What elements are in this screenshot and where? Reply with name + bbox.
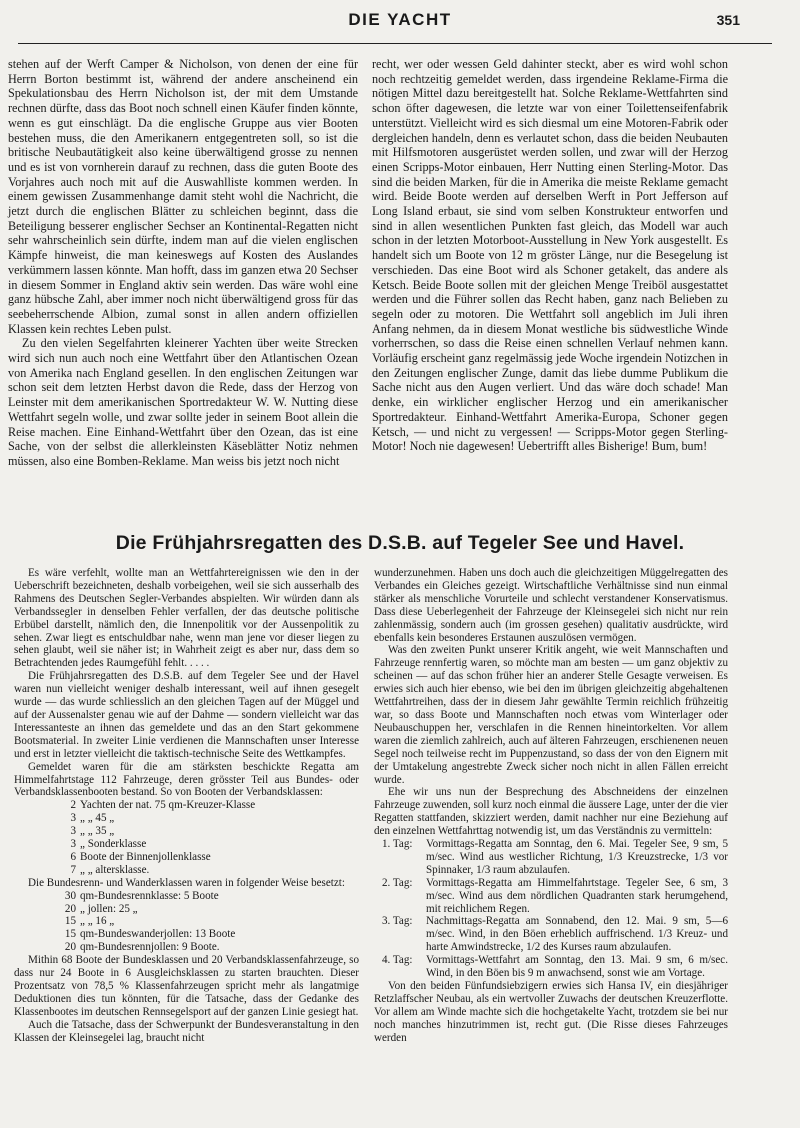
article-paragraph: Die Bundesrenn- und Wanderklassen waren in folgender Weise besetzt: [28, 876, 345, 889]
class-count: 3 [70, 812, 76, 825]
article-left-column [14, 567, 359, 1045]
class-label: „ jollen: 25 „ [80, 902, 138, 915]
regatta-day-label: 4. Tag: [382, 954, 413, 967]
regatta-day-text: Vormittags-Wettfahrt am Sonntag, den 13. Mai. 9 sm, 6 m/sec. Wind, in den Böen bis 9 m anwachsend, sonst wie am Vortage. [426, 954, 728, 980]
regatta-day-label: 1. Tag: [382, 838, 413, 851]
running-head [0, 10, 800, 38]
regatta-day-text: Nachmittags-Regatta am Sonnabend, den 12. Mai. 9 sm, 5—6 m/sec. Wind, in den Böen erheblich auffrischend. 1/3 Kreuz- und harte Amwindstrecke, 1/2 des Kurses raum abzulaufen. [426, 915, 728, 954]
class-entry [14, 812, 359, 825]
class-label: „ „ altersklasse. [80, 863, 150, 876]
top-left-paragraph: Zu den vielen Segelfahrten kleinerer Yachten über weite Strecken wird sich nun auch noch eine Wettfahrt über den Atlantischen Ozean von Amerika nach England gesellen. In den englischen Zeitungen war schon seit dem letzten Herbst davon die Rede, dass der Herzog von Leinster mit dem amerikanischen Sportredakteur W. W. Nutting diese Wettfahrt segeln wolle, und zwar sollte jeder in seinem Boot allein die Reise machen. Eine Einhand-Wettfahrt über den Ozean, das ist eine Sache, von der selbst die allerkleinsten Käseblätter Notiz nehmen müssen, also eine Bomben-Reklame. Man weiss bis jetzt noch nicht [8, 336, 358, 468]
verband-class-list [14, 799, 359, 876]
top-article-left-column [8, 57, 358, 469]
class-label: „ Sonderklasse [80, 838, 147, 851]
class-label: „ „ 45 „ [80, 812, 115, 825]
regatta-day-text: Vormittags-Regatta am Sonntag, den 6. Mai. Tegeler See, 9 sm, 5 m/sec. Wind aus westlicher Richtung, 1/3 Kreuzstrecke, 1/3 vor Spinnaker, 1/3 raum abzulaufen. [426, 838, 728, 876]
class-label: qm-Bundesrennjollen: 9 Boote. [80, 941, 220, 954]
top-article-right-column [372, 57, 728, 454]
page-number: 351 [716, 12, 740, 28]
class-label: „ „ 16 „ [80, 915, 115, 928]
class-count: 2 [70, 799, 76, 812]
class-label: Yachten der nat. 75 qm-Kreuzer-Klasse [80, 799, 256, 812]
regatta-day-list [374, 838, 728, 980]
regatta-day-entry [382, 877, 728, 916]
class-entry [14, 838, 359, 851]
article-paragraph: Mithin 68 Boote der Bundesklassen und 20 Verbandsklassenfahrzeuge, so dass nur 24 Boote in 6 Ausgleichsklassen zu starten brauchten. Dieser Prozentsatz von 78,5 % Klassenfahrzeugen spricht mehr als langatmige Deduktionen dies tun könnten, für die Tatsache, dass der Gedanke des Klassenbootes im deutschen Rennsegelsport auf der ganzen Linie gesiegt hat. [14, 954, 359, 1018]
class-entry [14, 890, 359, 903]
regatta-day-entry [382, 954, 728, 980]
class-label: Boote der Binnenjollenklasse [80, 850, 211, 863]
class-entry [14, 864, 359, 877]
class-count: 15 [64, 915, 76, 928]
article-paragraph: Von den beiden Fünfundsiebzigern erwies sich Hansa IV, ein diesjähriger Retzlaffscher Neubau, als ein wertvoller Zuwachs der deutschen Kreuzerflotte. Vor allem am Winde machte sich die hochgetakelte Yacht, trotzdem sie bei nur noch manches hinzutrimmen ist, recht gut. (Die Risse dieses Fahrzeuges werden [374, 980, 728, 1044]
regatta-day-label: 3. Tag: [382, 915, 413, 928]
class-label: qm-Bundeswanderjollen: 13 Boote [80, 928, 236, 941]
class-count: 20 [64, 941, 76, 954]
regatta-day-entry [382, 915, 728, 954]
class-count: 15 [64, 928, 76, 941]
article-paragraph: Gemeldet waren für die am stärksten beschickte Regatta am Himmelfahrtstage 112 Fahrzeuge, deren grösster Teil aus Bundes- oder Verbandsklassenbooten bestand. So von Booten der Verbandsklassen: [14, 760, 359, 799]
class-count: 30 [64, 889, 76, 902]
regatta-day-entry [382, 838, 728, 877]
class-label: „ „ 35 „ [80, 825, 115, 838]
class-count: 3 [70, 838, 76, 851]
article-title: Die Frühjahrsregatten des D.S.B. auf Tegeler See und Havel. [115, 532, 685, 554]
article-right-column [374, 567, 728, 1045]
header-rule [18, 43, 772, 44]
article-paragraph: Auch die Tatsache, dass der Schwerpunkt der Bundesveranstaltung in den Klassen der Kleinsegelei lag, braucht nicht [14, 1018, 359, 1044]
class-count: 6 [70, 850, 76, 863]
article-paragraph: Es wäre verfehlt, wollte man an Wettfahrtereignissen wie den in der Ueberschrift bezeichneten, deshalb vorbeigehen, weil sie sich ausserhalb des Rahmens des Deutschen Segler-Verbandes abspielten. Wir würden dann als Verbandssegler in denselben Fehler verfallen, der das deutsche politische Erbübel darstellt, nämlich den, die Innenpolitik vor der Aussenpolitik zu sehen. Zwar liegt es entschuldbar nahe, wenn man jene vor dieser liegen zu sehen glaubt, weil sie näher ist; in Wahrheit zeigt es aber nur, dass dem so Betrachtenden jedes Raumgefühl fehlt. . . . . [14, 567, 359, 670]
article-paragraph: Die Frühjahrsregatten des D.S.B. auf dem Tegeler See und der Havel waren nun vielleicht weniger deshalb interessant, weil auf ihnen gesegelt wurde — das wurde schliesslich an den gleichen Tagen auf der Müggel und auf der Aussenalster genau wie auf der Dahme — sondern vielleicht war das Interessanteste an ihnen das gemeldete und das an den Start gekommene Bootsmaterial. In zweiter Linie verdienen die Mannschaften unser Interesse und erst in letzter vielleicht die taktisch-technische Seite des Wettkampfes. [14, 670, 359, 760]
class-label: qm-Bundesrennklasse: 5 Boote [80, 889, 219, 902]
journal-title: DIE YACHT [348, 10, 452, 29]
class-entry [14, 825, 359, 838]
class-entry [14, 903, 359, 916]
class-count: 3 [70, 825, 76, 838]
top-right-paragraph: recht, wer oder wessen Geld dahinter steckt, aber es wird wohl schon noch rechtzeitig gemeldet werden, dass irgendeine Reklame-Firma die nötigen Mittel dazu bereitgestellt hat. Solche Reklame-Wettfahrten sind schon öfter dagewesen, die letzte war von einer Toilettenseifenfabrik unterstützt. Vielleicht wird es sich diesmal um eine Motoren-Fabrik oder dergleichen handeln, denn es verlautet schon, dass die beiden Neubauten mit Hilfsmotoren ausgerüstet werden sollen, und zwar will der Herzog einen Scripps-Motor einbauen, Herr Nutting einen Sterling-Motor. Das sind die beiden Marken, für die in Amerika die meiste Reklame gemacht wird. Beide Boote werden auf derselben Werft in Port Jefferson auf Long Island erbaut, sie sind vom selben Konstrukteur entworfen und sind in allen wesentlichen Punkten fast gleich, das Modell war auch schon in der letzten Motorboot-Ausstellung in New York ausgestellt. Es handelt sich um Boote von 12 m gröster Länge, nur die Besegelung ist verschieden. Das eine Boot wird als Schoner getakelt, das andere als Ketsch. Beide Boote sollen mit der gleichen Menge Treiböl ausgestattet werden und die Führer sollen das Recht haben, ganz nach Belieben zu segeln oder zu motoren. Die Wettfahrt soll angeblich im Juli ihren Anfang nehmen, da in diesem Monat westliche bis südwestliche Winde vorherrschen, so dass die Reise einen schnellen Verlauf nehmen kann. Vorläufig erscheint ganz regelmässig jede Woche irgendein Notizchen in den Zeitungen englischer Zunge, damit das liebe dumme Publikum die Sache nicht aus den Augen verliert. Und das wäre doch schade! Man denke, ein wirklicher englischer Herzog und ein amerikanischer Sportredakteur. Einhand-Wettfahrt Amerika-Europa, Schoner gegen Ketsch, — und nicht zu vergessen! — Scripps-Motor gegen Sterling-Motor! Noch nie dagewesen! Uebertrifft alles Bisherige! Bum, bum! [372, 57, 728, 454]
class-entry [14, 851, 359, 864]
class-count: 7 [70, 863, 76, 876]
article-paragraph: wunderzunehmen. Haben uns doch auch die gleichzeitigen Müggelregatten des Verbandes ein Gleiches gezeigt. Wirtschaftliche Verhältnisse sind nun einmal stärker als menschliche Vorurteile und schlecht verstandener Konservatismus. Dass diese Ueberlegenheit der Fahrzeuge der Kleinsegelei sich nicht nur rein zahlenmässig, sondern auch (im grossen gesehen) qualitativ ausdrückte, wird ebenfalls kein besonderes Erstaunen auszulösen vermögen. [374, 567, 728, 644]
regatta-day-text: Vormittags-Regatta am Himmelfahrtstage. Tegeler See, 6 sm, 3 m/sec. Wind aus dem nördlichen Quadranten stark herumgehend, mit reichlichem Regen. [426, 876, 728, 915]
class-entry [14, 928, 359, 941]
article-paragraph: Ehe wir uns nun der Besprechung des Abschneidens der einzelnen Fahrzeuge zuwenden, soll kurz noch einmal die äussere Lage, unter der die vier Regatten stattfanden, skizziert werden, damit nachher nur eine Beziehung auf den einzelnen Wettfahrttag notwendig ist, um das Verständnis zu vermitteln: [374, 786, 728, 838]
class-entry [14, 799, 359, 812]
class-entry [14, 915, 359, 928]
class-entry [14, 941, 359, 954]
regatta-day-label: 2. Tag: [382, 876, 413, 889]
class-count: 20 [64, 902, 76, 915]
article-paragraph: Was den zweiten Punkt unserer Kritik angeht, wie weit Mannschaften und Fahrzeuge rennfertig waren, so möchte man am besten — um ganz objektiv zu scheinen — auf das schon früher hier an anderer Stelle Gesagte verweisen. Es erwies sich auch hier ebenso, wie bei den im übrigen gleichzeitig abgehaltenen Wettfahrtreihen, dass der in diesem Jahr gewählte Termin reichlich frühzeitig war, so dass Boote und Mannschaften noch etwas vom Winterlager oder Neubauschuppen her, verschlafen in die Rennen hineintorkelten. Vor allem waren die ziemlich zahlreich, auch auf älteren Fahrzeugen, erschienenen neuen Segel noch teilweise recht im Puppenzustand, so dass der von den Eignern mit der Umtakelung angestrebte Zweck sicher noch nicht in allen Fällen erreicht wurde. [374, 644, 728, 786]
top-left-paragraph: stehen auf der Werft Camper & Nicholson, von denen der eine für Herrn Borton bestimmt ist, während der andere anscheinend ein Spekulationsbau des Herrn Nicholson ist, der mit dem Umstande rechnen dürfte, dass das Boot noch schnell einen Käufer finden könnte, wenn es gut einschlägt. Da die englische Gruppe aus vier Booten bestehen muss, die den Amerikanern entgegentreten soll, so ist die britische Neubautätigkeit also keine überwältigend grosse zu nennen und es ist von vornherein darauf zu rechnen, dass die guten Boote des Vorjahres auch noch mit auf die Auswahlliste kommen werden. In einem gewissen Zusammenhange damit steht wohl die Nachricht, die jetzt durch die englischen Blätter zu schleichen beginnt, dass die Beteiligung besserer englischer Sechser an Kontinental-Regatten nicht sehr wahrscheinlich sein dürfte, indem man auf die vielen englischen Kämpfe hinweist, die man keineswegs auf Kosten des Auslandes verkümmern lassen könnte. Man hofft, dass im ganzen etwa 20 Sechser in diesem Sommer in England aktiv sein werden. Das wäre wohl eine ganz hübsche Zahl, aber immer noch nicht überwältigend gross für das seebeherrschende Albion, zumal sonst in allen andern offiziellen Klassen kein rechtes Leben pulst. [8, 57, 358, 336]
bundes-class-list [14, 890, 359, 955]
